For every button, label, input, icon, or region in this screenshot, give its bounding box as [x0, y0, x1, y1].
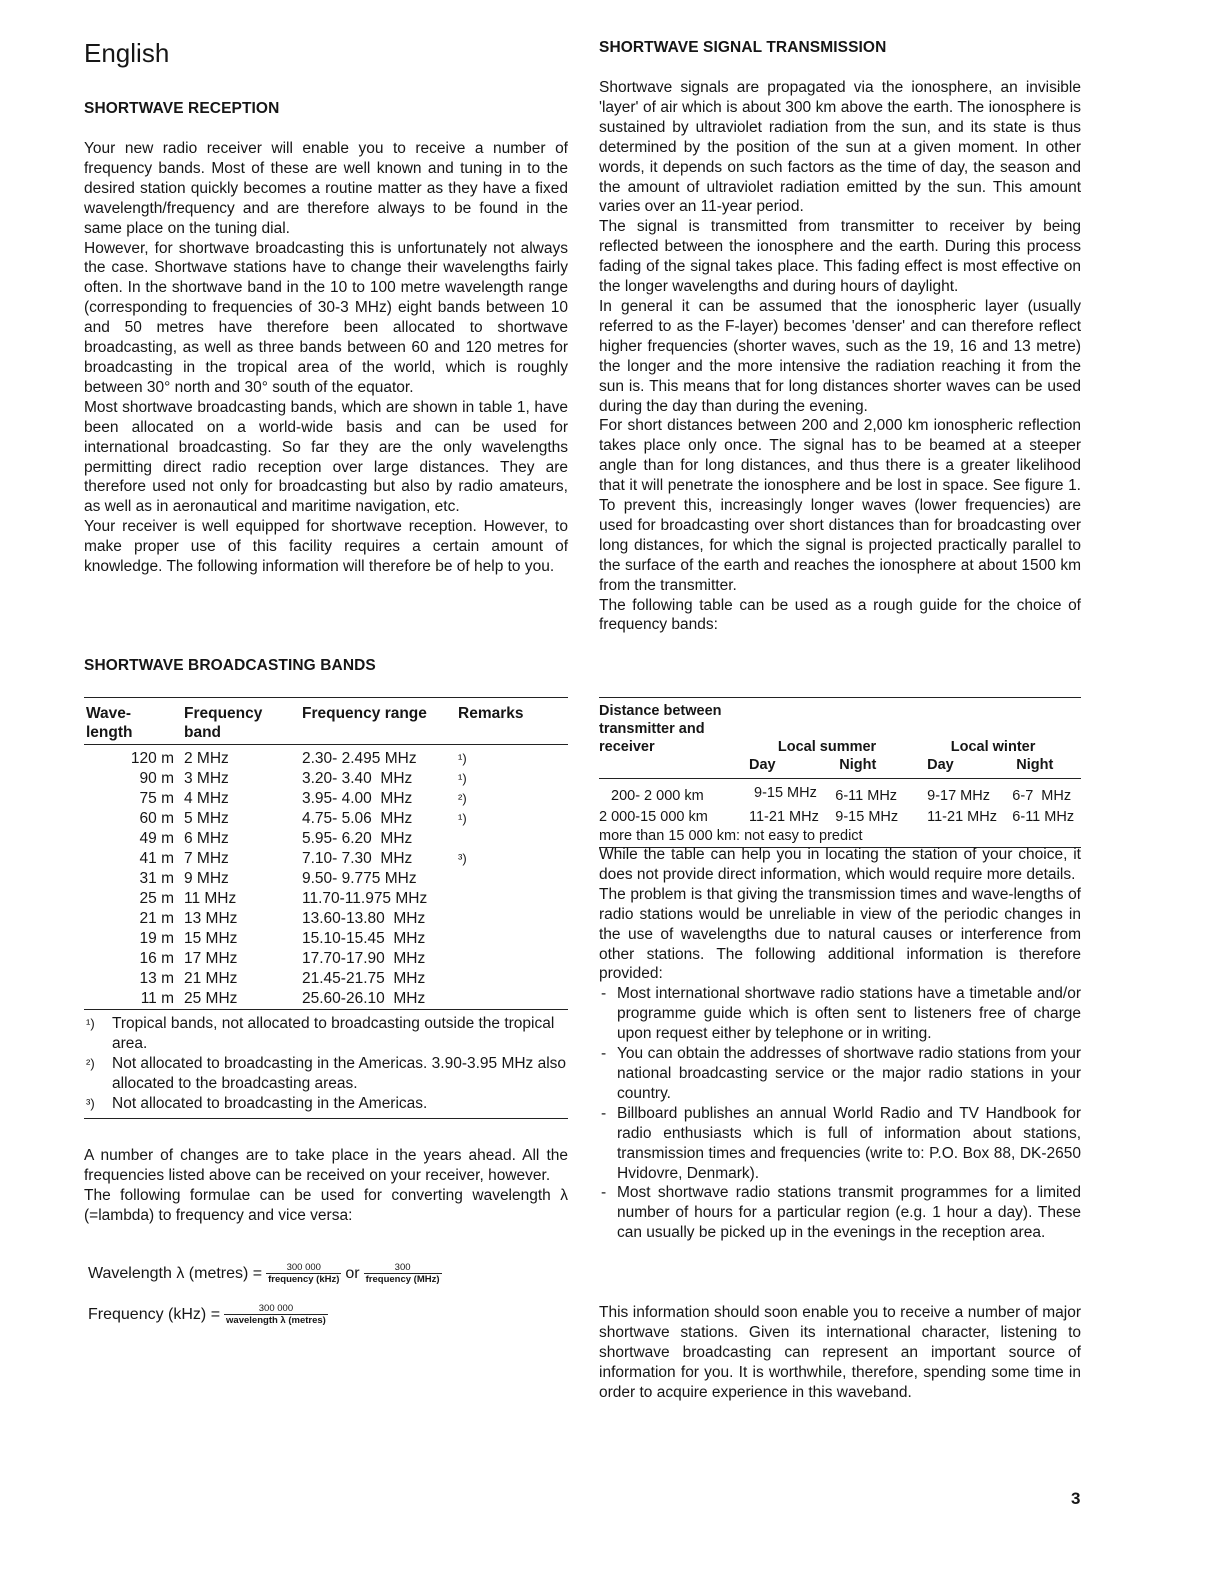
band-remark: ¹) [458, 751, 467, 766]
closing-paragraph: This information should soon enable you to receive a number of major shortwave stations. Given its international character, listening to shortwave broadcasting can represent an important source of information for you. It is worthwhile, therefore, spending some time in order to acquire experience in this waveband. [599, 1304, 1081, 1401]
band-range: 17.70-17.90 MHz [302, 950, 426, 967]
band-range: 13.60-13.80 MHz [302, 910, 426, 927]
band-wavelength: 19 m [139, 930, 174, 947]
formula-frequency: Frequency (kHz) = $\frac{300 000}{\text{wavelength λ (metres)}}$ [88, 1303, 326, 1326]
band-range: 3.20- 3.40 MHz [302, 770, 413, 787]
band-frequency: 25 MHz [184, 990, 238, 1007]
transmission-paragraph: Shortwave signals are propagated via the ionosphere, an invisible 'layer' of air which is about 300 km above the earth. The ionosphere is sustained by ultraviolet radiation from the sun, and its state is thus determined by the position of the sun at a given moment. In other words, it depends on such factors as the time of day, the season and the amount of ultraviolet radiation emitted by the sun. This amount varies over an 11-year period. [599, 79, 1081, 216]
bands-table [84, 697, 568, 1119]
header-remarks: Remarks [458, 705, 524, 722]
band-wavelength: 120 m [130, 750, 174, 767]
band-row [84, 969, 568, 989]
transmission-text [599, 78, 1081, 635]
note: ³) Not allocated to broadcasting in the Americas. [86, 1095, 428, 1112]
header-distance: Distance between transmitter and receiver [599, 703, 722, 755]
formula-intro [84, 1146, 568, 1226]
reception-paragraph: Your new radio receiver will enable you to receive a number of frequency bands. Most of these are well known and tuning in to the desired station quickly becomes a routine matter as they have a fixed wavelength/frequency and are therefore always to be found in the same place on the tuning dial. [84, 140, 568, 237]
band-row [84, 989, 568, 1009]
formula-wavelength: Wavelength λ (metres) = $\frac{300 000}{\text{frequency (kHz)}}$ or $\frac{300}{\text{frequency (MHz)}}$ [88, 1262, 440, 1285]
note: ¹) Tropical bands, not allocated to broadcasting outside the tropical area. [86, 1015, 555, 1052]
band-wavelength: 90 m [139, 770, 174, 787]
after-paragraph: A number of changes are to take place in the years ahead. All the frequencies listed above can be received on your receiver, however. [84, 1147, 568, 1184]
band-remark: ³) [458, 851, 467, 866]
transmission-paragraph: The following table can be used as a rough guide for the choice of frequency bands: [599, 596, 1081, 634]
band-wavelength: 25 m [139, 890, 174, 907]
band-frequency: 4 MHz [184, 790, 229, 807]
transmission-heading: SHORTWAVE SIGNAL TRANSMISSION [599, 39, 887, 56]
band-frequency: 6 MHz [184, 830, 229, 847]
band-frequency: 11 MHz [184, 890, 237, 907]
band-wavelength: 49 m [139, 830, 174, 847]
winter-day: 9-17 MHz [927, 787, 990, 804]
reception-paragraph: However, for shortwave broadcasting this is unfortunately not always the case. Shortwave stations have to change their wavelengths fairly often. In the shortwave band in the 10 to 100 metre wavelength range (corresponding to frequencies of 30-3 MHz) eight bands between 10 and 50 metres have therefore been allocated to shortwave broadcasting, as well as three bands between 60 and 120 metres for broadcasting in the tropical area of the world, which is roughly between 30° north and 30° south of the equator. [84, 239, 568, 396]
band-frequency: 5 MHz [184, 810, 229, 827]
band-wavelength: 75 m [139, 790, 174, 807]
band-row [84, 929, 568, 949]
transmission-paragraph: For short distances between 200 and 2,000 km ionospheric reflection takes place only once. The signal has to be beamed at a steeper angle than for long distances, and thus there is a greater likelihood that it will penetrate the ionosphere and be lost in space. See figure 1. To prevent this, increasingly longer waves (lower frequencies) are used for broadcasting over short distances than for broadcasting over long distances, for which the signal is projected practically parallel to the surface of the earth and reaches the ionosphere at about 1500 km from the transmitter. [599, 417, 1081, 594]
header-summer-day: Day [749, 757, 776, 773]
band-wavelength: 41 m [139, 850, 174, 867]
band-row [84, 789, 568, 809]
band-range: 4.75- 5.06 MHz [302, 810, 413, 827]
band-range: 3.95- 4.00 MHz [302, 790, 413, 807]
distance-table [599, 697, 1081, 848]
after-paragraph: The following formulae can be used for converting wavelength λ (=lambda) to frequency and vice versa: [84, 1186, 568, 1224]
summer-day: 11-21 MHz [749, 809, 819, 825]
band-remark [446, 929, 568, 949]
band-frequency: 2 MHz [184, 750, 229, 767]
band-wavelength: 16 m [139, 950, 174, 967]
band-remark [446, 969, 568, 989]
info-paragraph: The problem is that giving the transmission times and wave-lengths of radio stations would be unreliable in view of the periodic changes in the use of wavelengths due to natural causes or interference from other stations. The following additional information is therefore provided: [599, 885, 1081, 983]
band-range: 25.60-26.10 MHz [302, 990, 426, 1007]
band-frequency: 7 MHz [184, 850, 229, 867]
info-paragraph: While the table can help you in locating the station of your choice, it does not provide direct information, which would require more details. [599, 846, 1081, 883]
header-summer-night: Night [839, 757, 877, 773]
summer-day: 9-15 MHz [754, 785, 817, 801]
transmission-paragraph: In general it can be assumed that the ionospheric layer (usually referred to as the F-layer) becomes 'denser' and can therefore reflect higher frequencies (shorter waves, such as the 19, 16 and 13 metre) the longer and the more intensive the radiation reaching it from the sun is. This means that for long distances shorter waves can be used during the day than during the evening. [599, 297, 1081, 415]
info-text [599, 845, 1081, 1243]
header-frequency-band: Frequency band [184, 705, 263, 741]
band-remark [446, 869, 568, 889]
header-frequency-range: Frequency range [302, 705, 427, 722]
band-range: 2.30- 2.495 MHz [302, 750, 417, 767]
band-wavelength: 60 m [139, 810, 174, 827]
band-remark [446, 909, 568, 929]
table-notes [84, 1009, 568, 1118]
band-range: 7.10- 7.30 MHz [302, 850, 413, 867]
band-frequency: 17 MHz [184, 950, 238, 967]
band-row [84, 809, 568, 829]
page-number: 3 [1071, 1489, 1081, 1508]
reception-paragraph: Most shortwave broadcasting bands, which are shown in table 1, have been allocated on a world-wide basis and can be used for international broadcasting. So far they are the only wavelengths permitting direct radio reception over large distances. They are therefore used not only for broadcasting but also by radio amateurs, as well as in aeronautical and maritime navigation, etc. [84, 398, 568, 516]
bullet-item: - Most shortwave radio stations transmit programmes for a limited number of hours for a particular region (e.g. 1 hour a day). These can usually be picked up in the evenings in the reception area. [601, 1184, 1081, 1242]
winter-night: 6-7 MHz [1012, 787, 1072, 804]
band-wavelength: 31 m [139, 870, 174, 887]
band-frequency: 9 MHz [184, 870, 229, 887]
reception-text [84, 139, 568, 577]
band-wavelength: 13 m [139, 970, 174, 987]
distance-range: 2 000-15 000 km [599, 809, 708, 825]
band-wavelength: 11 m [140, 990, 174, 1007]
reception-paragraph: Your receiver is well equipped for shortwave reception. However, to make proper use of this facility requires a certain amount of knowledge. The following information will therefore be of help to you. [84, 518, 568, 576]
band-row [84, 849, 568, 869]
header-winter-night: Night [1016, 757, 1054, 773]
distance-table-footer: more than 15 000 km: not easy to predict [599, 828, 863, 844]
bands-heading: SHORTWAVE BROADCASTING BANDS [84, 657, 376, 674]
band-row [84, 745, 568, 770]
language-title: English [84, 38, 170, 68]
band-row [84, 949, 568, 969]
bullet-item: - Billboard publishes an annual World Radio and TV Handbook for radio enthusiasts which is full of information about stations, transmission times and frequencies (write to: P.O. Box 88, DK-2650 Hvidovre, Denmark). [601, 1104, 1081, 1182]
band-remark [446, 949, 568, 969]
band-remark: ¹) [458, 771, 467, 786]
band-wavelength: 21 m [139, 910, 174, 927]
distance-row [599, 779, 1081, 809]
band-remark [446, 889, 568, 909]
band-row [84, 829, 568, 849]
band-remark: ¹) [458, 811, 467, 826]
summer-night: 6-11 MHz [835, 787, 898, 804]
band-range: 9.50- 9.775 MHz [302, 870, 417, 887]
header-wavelength: Wave- length [86, 705, 133, 741]
closing-text [599, 1303, 1081, 1403]
reception-heading: SHORTWAVE RECEPTION [84, 100, 280, 117]
band-row [84, 769, 568, 789]
band-row [84, 889, 568, 909]
band-remark [446, 829, 568, 849]
band-range: 15.10-15.45 MHz [302, 930, 426, 947]
band-row [84, 909, 568, 929]
distance-row [599, 808, 1081, 827]
note: ²) Not allocated to broadcasting in the Americas. 3.90-3.95 MHz also allocated to the broadcasting areas. [86, 1055, 567, 1092]
bullet-item: - Most international shortwave radio stations have a timetable and/or programme guide which is often sent to listeners free of charge upon request either by telephone or in writing. [601, 985, 1081, 1043]
band-remark [446, 989, 568, 1009]
winter-day: 11-21 MHz [927, 809, 997, 825]
band-range: 21.45-21.75 MHz [302, 970, 426, 987]
winter-night: 6-11 MHz [1012, 809, 1075, 825]
band-frequency: 3 MHz [184, 770, 229, 787]
band-range: 11.70-11.975 MHz [302, 890, 428, 907]
header-local-winter: Local winter [950, 739, 1036, 755]
band-range: 5.95- 6.20 MHz [302, 830, 413, 847]
band-frequency: 15 MHz [184, 930, 238, 947]
distance-range: 200- 2 000 km [611, 787, 704, 804]
header-local-summer: Local summer [777, 739, 877, 755]
band-frequency: 21 MHz [184, 970, 238, 987]
summer-night: 9-15 MHz [835, 809, 899, 825]
transmission-paragraph: The signal is transmitted from transmitter to receiver by being reflected between the ionosphere and the earth. During this process fading of the signal takes place. This fading effect is most effective on the longer wavelengths and during hours of daylight. [599, 218, 1081, 296]
band-remark: ²) [458, 791, 467, 806]
band-frequency: 13 MHz [184, 910, 238, 927]
bullet-item: - You can obtain the addresses of shortwave radio stations from your national broadcasting service or the major radio stations in your country. [601, 1045, 1081, 1102]
band-row [84, 869, 568, 889]
header-winter-day: Day [927, 757, 954, 773]
